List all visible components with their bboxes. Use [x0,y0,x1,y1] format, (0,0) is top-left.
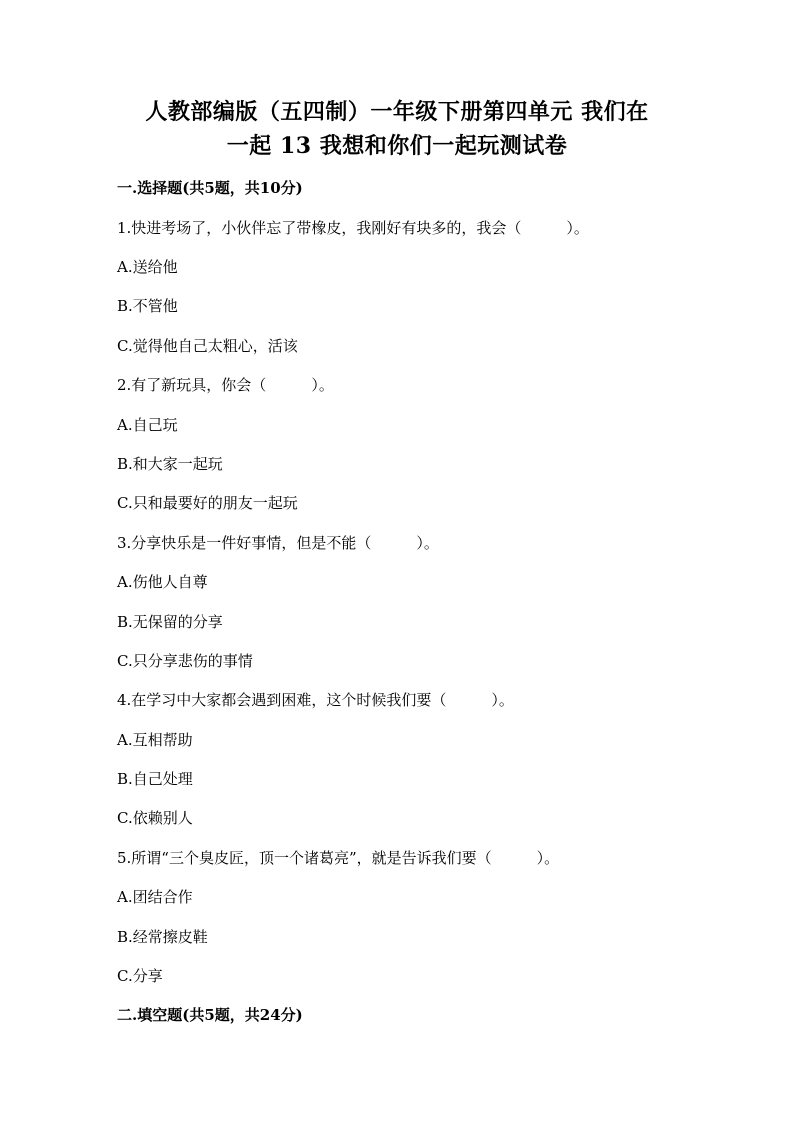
section-heading-fill-blank: 二.填空题(共5题，共24分) [117,1006,303,1024]
question-3-option-b: B.无保留的分享 [117,613,223,631]
question-3-option-c: C.只分享悲伤的事情 [117,652,253,670]
question-5-option-c: C.分享 [117,967,163,985]
title-line-1: 人教部编版（五四制）一年级下册第四单元 我们在 [145,99,649,125]
title-line-2: 一起 13 我想和你们一起玩测试卷 [226,133,568,159]
question-1-stem: 1.快进考场了，小伙伴忘了带橡皮，我刚好有块多的，我会（ ）。 [117,219,589,237]
question-2-option-b: B.和大家一起玩 [117,455,223,473]
question-4-option-b: B.自己处理 [117,770,193,788]
question-4-option-a: A.互相帮助 [117,731,193,749]
question-2-option-a: A.自己玩 [117,416,178,434]
question-1-option-c: C.觉得他自己太粗心，活该 [117,337,298,355]
question-2-option-c: C.只和最要好的朋友一起玩 [117,494,298,512]
question-1-option-a: A.送给他 [117,258,178,276]
question-5-option-a: A.团结合作 [117,888,193,906]
question-3-option-a: A.伤他人自尊 [117,573,208,591]
section-heading-choice: 一.选择题(共5题，共10分) [117,179,303,197]
question-5-stem: 5.所谓“三个臭皮匠，顶一个诸葛亮”，就是告诉我们要（ ）。 [117,849,560,867]
question-5-option-b: B.经常擦皮鞋 [117,928,208,946]
question-3-stem: 3.分享快乐是一件好事情，但是不能（ ）。 [117,534,439,552]
question-1-option-b: B.不管他 [117,297,178,315]
question-4-option-c: C.依赖别人 [117,809,193,827]
question-2-stem: 2.有了新玩具，你会（ ）。 [117,376,334,394]
question-4-stem: 4.在学习中大家都会遇到困难，这个时候我们要（ ）。 [117,691,514,709]
